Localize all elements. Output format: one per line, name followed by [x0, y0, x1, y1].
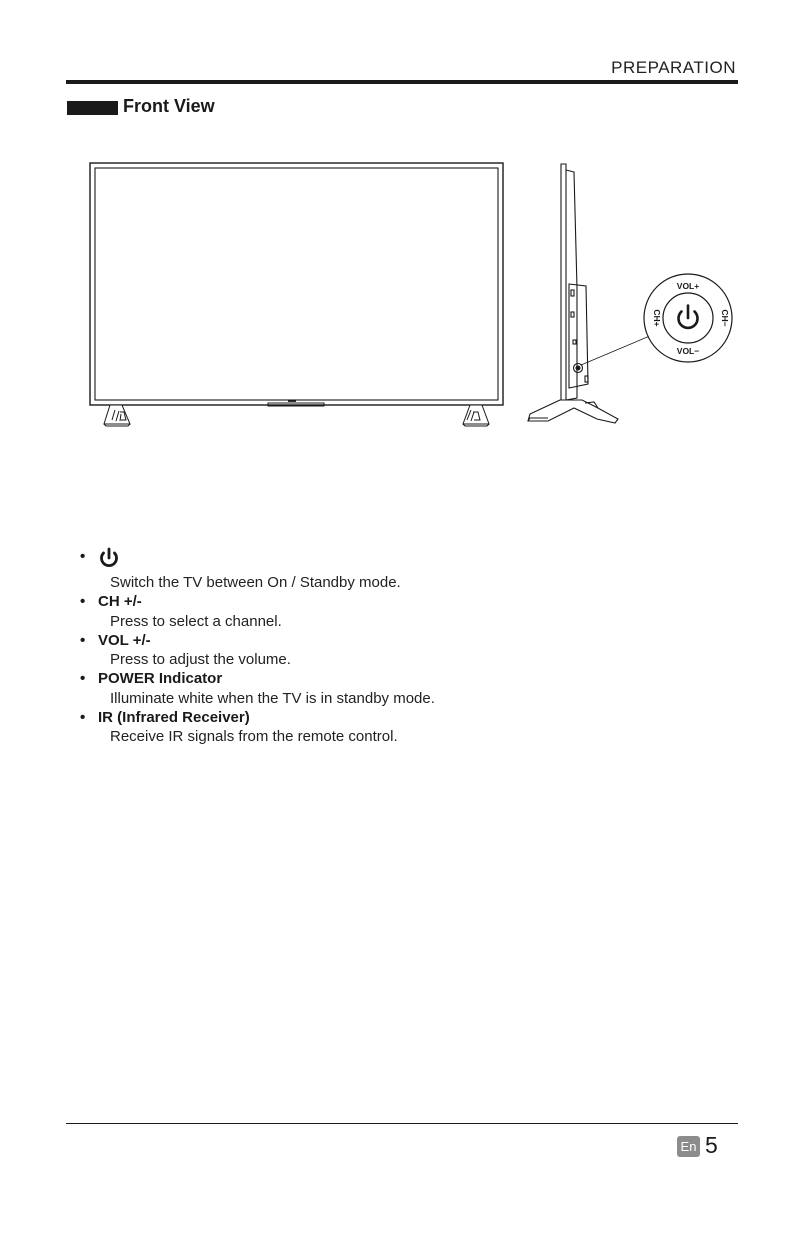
label-ch-plus: CH+	[652, 309, 662, 327]
list-item-ir	[80, 708, 435, 747]
control-button-callout	[644, 274, 732, 362]
bullet: •	[80, 548, 86, 565]
bullet: •	[80, 631, 86, 649]
power-icon	[98, 547, 435, 573]
bullet: •	[80, 670, 86, 688]
bullet: •	[80, 593, 86, 611]
bullet: •	[80, 709, 86, 727]
tv-left-foot	[104, 405, 130, 426]
tv-side-panel	[561, 164, 566, 402]
list-item-power	[80, 547, 435, 592]
tv-front-frame	[90, 163, 503, 405]
item-description: Illuminate white when the TV is in standby mode.	[110, 689, 435, 707]
callout-line	[581, 335, 652, 365]
list-item-ch	[80, 592, 435, 631]
header-section-title: PREPARATION	[611, 58, 736, 77]
item-description: Switch the TV between On / Standby mode.	[110, 574, 401, 591]
tv-front-screen	[95, 168, 498, 400]
label-ch-minus: CH−	[720, 309, 730, 327]
feature-list	[80, 546, 435, 747]
item-term: POWER Indicator	[98, 670, 223, 688]
tv-front-view	[90, 163, 503, 426]
page-number: 5	[705, 1132, 718, 1158]
item-description: Press to select a channel.	[110, 612, 282, 630]
item-description: Receive IR signals from the remote control.	[110, 728, 398, 746]
item-term: VOL +/-	[98, 631, 151, 649]
tv-side-view	[528, 164, 652, 423]
label-vol-minus: VOL−	[676, 346, 700, 356]
tv-side-stand	[528, 400, 618, 423]
label-vol-plus: VOL+	[676, 281, 700, 291]
section-title: Front View	[123, 96, 215, 116]
tv-diagram	[0, 0, 796, 440]
footer-rule	[66, 1123, 738, 1124]
item-term: CH +/-	[98, 593, 142, 611]
item-description: Press to adjust the volume.	[110, 651, 291, 669]
list-item-power-indicator	[80, 669, 435, 708]
list-item-vol	[80, 631, 435, 670]
item-term: IR (Infrared Receiver)	[98, 709, 250, 727]
tv-right-foot	[463, 405, 489, 426]
language-badge: En	[677, 1136, 700, 1157]
